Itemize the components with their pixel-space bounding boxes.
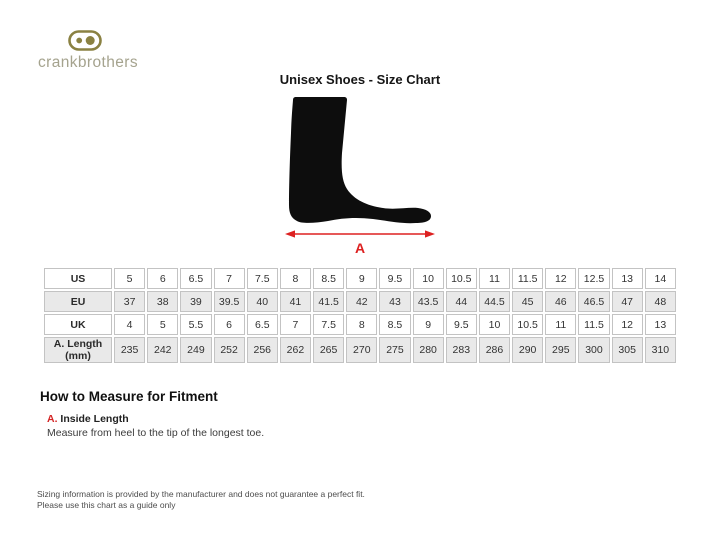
size-cell: 8 bbox=[346, 314, 377, 335]
size-cell: 310 bbox=[645, 337, 676, 363]
size-cell: 11.5 bbox=[578, 314, 609, 335]
size-cell: 43 bbox=[379, 291, 410, 312]
row-header-us: US bbox=[44, 268, 112, 289]
footer-line-2: Please use this chart as a guide only bbox=[37, 500, 176, 510]
size-cell: 41.5 bbox=[313, 291, 344, 312]
measure-section bbox=[40, 389, 264, 440]
size-cell: 38 bbox=[147, 291, 178, 312]
table-row bbox=[44, 337, 676, 363]
measure-heading: How to Measure for Fitment bbox=[40, 389, 218, 404]
size-cell: 6 bbox=[214, 314, 245, 335]
measure-item-description: Measure from heel to the tip of the longest toe. bbox=[47, 427, 265, 440]
row-header-a-length-mm: A. Length (mm) bbox=[44, 337, 112, 363]
size-cell: 295 bbox=[545, 337, 576, 363]
size-cell: 13 bbox=[645, 314, 676, 335]
foot-silhouette bbox=[286, 97, 434, 227]
size-cell: 300 bbox=[578, 337, 609, 363]
size-cell: 44.5 bbox=[479, 291, 510, 312]
size-cell: 305 bbox=[612, 337, 643, 363]
size-cell: 256 bbox=[247, 337, 278, 363]
size-cell: 11 bbox=[545, 314, 576, 335]
size-table-wrap bbox=[42, 266, 678, 365]
size-table bbox=[42, 266, 678, 365]
size-cell: 7 bbox=[280, 314, 311, 335]
size-cell: 9 bbox=[346, 268, 377, 289]
brand-name: crankbrothers bbox=[38, 54, 138, 71]
size-cell: 6 bbox=[147, 268, 178, 289]
size-cell: 270 bbox=[346, 337, 377, 363]
size-cell: 46 bbox=[545, 291, 576, 312]
row-header-uk: UK bbox=[44, 314, 112, 335]
table-row bbox=[44, 291, 676, 312]
size-cell: 5 bbox=[114, 268, 145, 289]
size-cell: 12 bbox=[612, 314, 643, 335]
size-cell: 8 bbox=[280, 268, 311, 289]
size-cell: 11.5 bbox=[512, 268, 543, 289]
size-cell: 41 bbox=[280, 291, 311, 312]
size-cell: 275 bbox=[379, 337, 410, 363]
size-cell: 44 bbox=[446, 291, 477, 312]
size-cell: 5.5 bbox=[180, 314, 211, 335]
brand-logo bbox=[38, 30, 138, 71]
size-cell: 12 bbox=[545, 268, 576, 289]
size-cell: 6.5 bbox=[247, 314, 278, 335]
size-table-body bbox=[44, 268, 676, 363]
size-cell: 39 bbox=[180, 291, 211, 312]
measure-item-name: Inside Length bbox=[57, 413, 129, 425]
size-cell: 235 bbox=[114, 337, 145, 363]
size-cell: 286 bbox=[479, 337, 510, 363]
size-cell: 5 bbox=[147, 314, 178, 335]
size-cell: 4 bbox=[114, 314, 145, 335]
size-cell: 249 bbox=[180, 337, 211, 363]
size-cell: 9 bbox=[413, 314, 444, 335]
size-cell: 7.5 bbox=[313, 314, 344, 335]
size-cell: 14 bbox=[645, 268, 676, 289]
size-cell: 47 bbox=[612, 291, 643, 312]
table-row bbox=[44, 268, 676, 289]
size-cell: 9.5 bbox=[446, 314, 477, 335]
arrow-label: A bbox=[354, 240, 366, 256]
size-cell: 252 bbox=[214, 337, 245, 363]
size-cell: 43.5 bbox=[413, 291, 444, 312]
size-cell: 283 bbox=[446, 337, 477, 363]
size-cell: 9.5 bbox=[379, 268, 410, 289]
size-cell: 6.5 bbox=[180, 268, 211, 289]
size-cell: 7.5 bbox=[247, 268, 278, 289]
size-cell: 242 bbox=[147, 337, 178, 363]
size-cell: 42 bbox=[346, 291, 377, 312]
size-cell: 280 bbox=[413, 337, 444, 363]
size-cell: 10 bbox=[479, 314, 510, 335]
size-cell: 48 bbox=[645, 291, 676, 312]
table-row bbox=[44, 314, 676, 335]
size-cell: 290 bbox=[512, 337, 543, 363]
size-cell: 40 bbox=[247, 291, 278, 312]
size-cell: 13 bbox=[612, 268, 643, 289]
footer-disclaimer bbox=[37, 489, 365, 511]
size-cell: 8.5 bbox=[379, 314, 410, 335]
size-cell: 8.5 bbox=[313, 268, 344, 289]
length-arrow bbox=[285, 228, 435, 240]
row-header-eu: EU bbox=[44, 291, 112, 312]
size-cell: 39.5 bbox=[214, 291, 245, 312]
size-cell: 265 bbox=[313, 337, 344, 363]
measurement-diagram bbox=[285, 97, 435, 255]
size-cell: 37 bbox=[114, 291, 145, 312]
size-cell: 45 bbox=[512, 291, 543, 312]
size-cell: 11 bbox=[479, 268, 510, 289]
size-cell: 12.5 bbox=[578, 268, 609, 289]
size-cell: 10.5 bbox=[512, 314, 543, 335]
size-cell: 10 bbox=[413, 268, 444, 289]
crankbrothers-pedal-icon bbox=[68, 30, 102, 51]
measure-item-title bbox=[47, 413, 264, 425]
size-cell: 46.5 bbox=[578, 291, 609, 312]
footer-line-1: Sizing information is provided by the manufacturer and does not guarantee a perfect fit. bbox=[37, 489, 365, 499]
page-title: Unisex Shoes - Size Chart bbox=[279, 72, 441, 87]
measure-item-letter: A. bbox=[47, 413, 58, 425]
size-cell: 10.5 bbox=[446, 268, 477, 289]
size-cell: 7 bbox=[214, 268, 245, 289]
size-cell: 262 bbox=[280, 337, 311, 363]
